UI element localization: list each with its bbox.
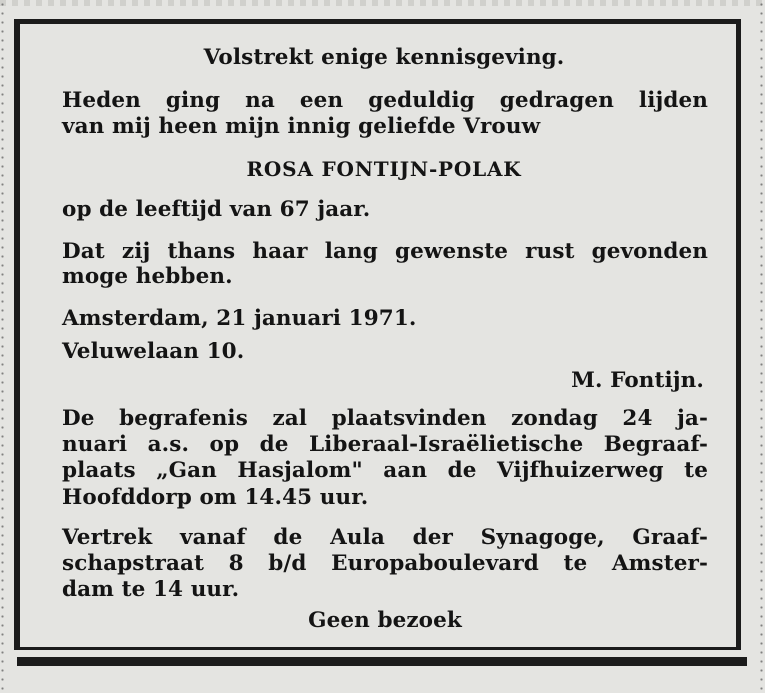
right-column-rule	[760, 0, 763, 693]
funeral-line-4: Hoofddorp om 14.45 uur.	[62, 485, 369, 510]
age-line: op de leeftijd van 67 jaar.	[62, 197, 371, 222]
departure-line-1: Vertrek vanaf de Aula der Synagoge, Graaf-	[62, 525, 708, 550]
funeral-line-1: De begrafenis zal plaatsvinden zondag 24 ja-	[62, 406, 708, 431]
notice-heading: Volstrekt enige kennisgeving.	[203, 45, 565, 70]
closing-line: Geen bezoek	[308, 608, 462, 633]
top-column-rule	[0, 0, 765, 6]
address: Veluwelaan 10.	[62, 339, 245, 364]
departure-line-3: dam te 14 uur.	[62, 577, 240, 602]
signature: M. Fontijn.	[571, 368, 704, 393]
funeral-line-2: nuari a.s. op de Liberaal-Israëlietische Begraaf-	[62, 432, 708, 457]
intro-line-1: Heden ging na een geduldig gedragen lijden	[62, 88, 708, 113]
wish-line-1: Dat zij thans haar lang gewenste rust gevonden	[62, 239, 708, 264]
left-column-rule	[1, 0, 4, 693]
wish-line-2: moge hebben.	[62, 264, 233, 289]
place-date: Amsterdam, 21 januari 1971.	[62, 306, 417, 331]
intro-line-2: van mij heen mijn innig geliefde Vrouw	[62, 114, 541, 139]
departure-line-2: schapstraat 8 b/d Europaboulevard te Amster-	[62, 551, 708, 576]
funeral-line-3: plaats „Gan Hasjalom" aan de Vijfhuizerweg te	[62, 458, 708, 483]
deceased-name: ROSA FONTIJN-POLAK	[246, 157, 522, 181]
bottom-rule	[17, 657, 747, 666]
